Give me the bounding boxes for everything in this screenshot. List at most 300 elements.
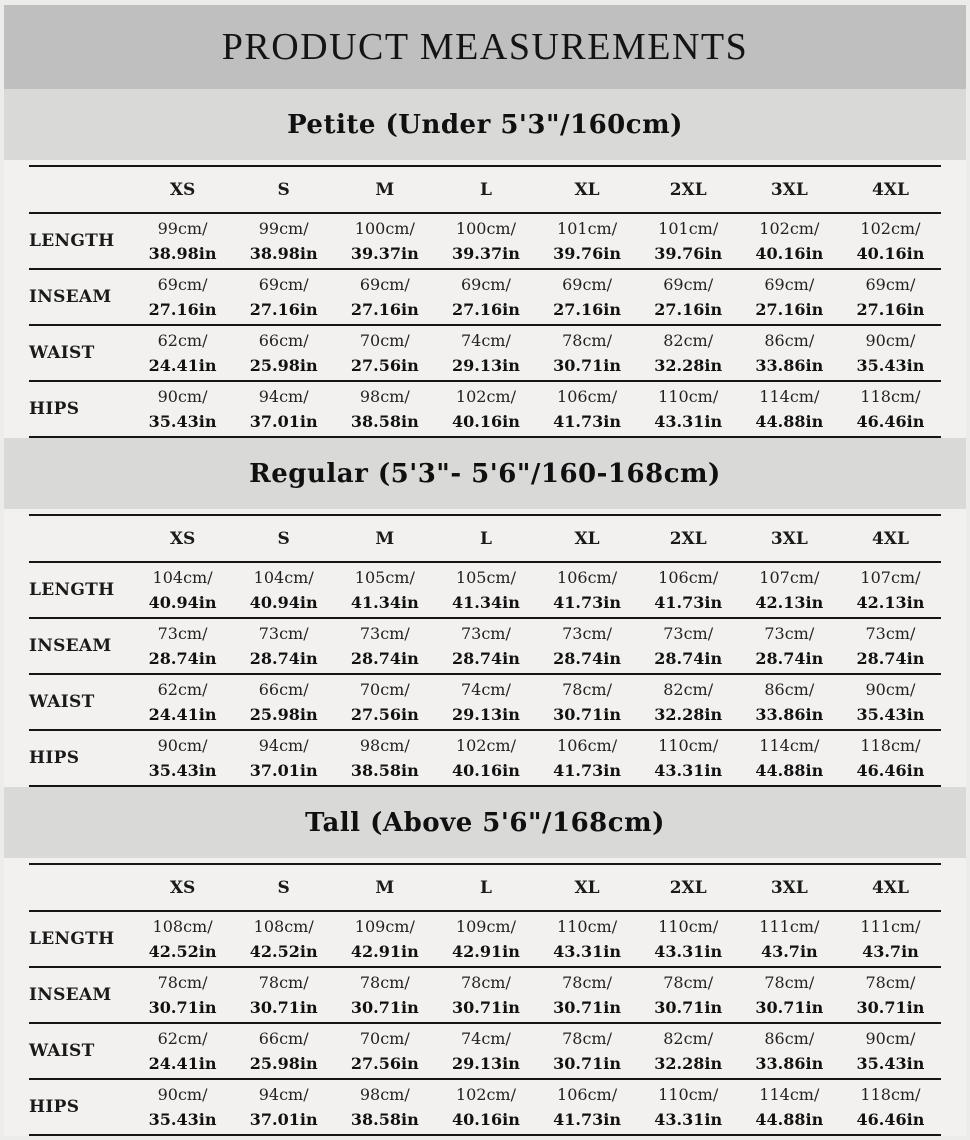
value-in: 27.16in [148,300,217,319]
value-in: 29.13in [452,705,520,724]
measurement-cell [334,213,435,269]
measurement-row [29,269,941,325]
measurement-row [29,381,941,437]
measurement-cell [638,213,739,269]
value-in: 40.16in [452,761,520,780]
value-cm: 102cm/ [455,387,516,406]
size-column-header: 2XL [638,864,739,911]
measurement-cell [435,325,536,381]
measurement-cell [132,269,233,325]
size-column-header: L [435,864,536,911]
measurement-cell [537,1079,638,1135]
table-area [4,509,966,787]
measurement-cell [334,1079,435,1135]
value-in: 30.71in [452,998,520,1017]
value-cm: 102cm/ [860,219,921,238]
value-cm: 90cm/ [865,1029,916,1048]
measurement-cell [739,1023,840,1079]
value-in: 38.58in [350,412,419,431]
measurement-row [29,618,941,674]
measurement-cell [334,674,435,730]
value-in: 32.28in [654,356,723,375]
measurement-cell [233,674,334,730]
value-cm: 101cm/ [557,219,618,238]
value-cm: 109cm/ [354,917,415,936]
measurement-cell [840,325,941,381]
measurement-cell [233,1079,334,1135]
value-cm: 110cm/ [658,1085,719,1104]
value-in: 30.71in [249,998,318,1017]
measurement-cell [334,911,435,967]
value-in: 30.71in [553,1054,621,1073]
value-in: 35.43in [148,1110,217,1129]
measurement-cell [537,213,638,269]
value-in: 27.16in [856,300,925,319]
value-cm: 69cm/ [663,275,714,294]
value-cm: 99cm/ [258,219,309,238]
value-in: 29.13in [452,1054,520,1073]
value-in: 28.74in [350,649,419,668]
size-column-header: S [233,166,334,213]
measurement-cell [840,381,941,437]
measurement-cell [638,911,739,967]
measurement-cell [840,967,941,1023]
value-in: 30.71in [755,998,824,1017]
value-in: 33.86in [755,356,824,375]
measurement-row [29,1079,941,1135]
value-cm: 102cm/ [455,736,516,755]
value-cm: 66cm/ [258,680,309,699]
measurement-cell [840,562,941,618]
value-cm: 86cm/ [764,680,815,699]
size-column-header: S [233,864,334,911]
size-column-header: XS [132,864,233,911]
value-in: 27.16in [249,300,318,319]
row-label: WAIST [29,1023,132,1079]
value-cm: 109cm/ [455,917,516,936]
measurement-cell [638,730,739,786]
measurement-cell [537,967,638,1023]
section-heading: Tall (Above 5'6"/168cm) [305,807,665,838]
value-cm: 78cm/ [359,973,410,992]
measurement-cell [132,674,233,730]
value-cm: 98cm/ [359,387,410,406]
measurement-cell [537,1023,638,1079]
value-in: 37.01in [249,761,318,780]
value-cm: 114cm/ [759,736,820,755]
value-cm: 78cm/ [460,973,511,992]
value-in: 24.41in [148,356,217,375]
size-column-header: XS [132,166,233,213]
value-in: 41.73in [553,412,621,431]
row-label: HIPS [29,381,132,437]
value-cm: 106cm/ [557,568,618,587]
value-in: 27.16in [654,300,723,319]
measurement-cell [739,911,840,967]
measurement-row [29,730,941,786]
value-cm: 100cm/ [455,219,516,238]
value-cm: 106cm/ [557,387,618,406]
value-in: 33.86in [755,1054,824,1073]
measurement-cell [132,1023,233,1079]
measurement-cell [435,381,536,437]
measurement-cell [132,325,233,381]
measurement-cell [638,967,739,1023]
measurement-cell [435,911,536,967]
measurement-row [29,325,941,381]
value-cm: 114cm/ [759,1085,820,1104]
value-in: 46.46in [856,1110,925,1129]
value-cm: 99cm/ [157,219,208,238]
value-in: 41.73in [553,593,621,612]
value-in: 32.28in [654,705,723,724]
measurement-cell [638,381,739,437]
value-in: 38.98in [249,244,318,263]
row-label: LENGTH [29,562,132,618]
value-in: 43.31in [654,1110,723,1129]
measurement-cell [840,1079,941,1135]
value-in: 41.34in [350,593,419,612]
value-cm: 98cm/ [359,1085,410,1104]
measurement-cell [233,325,334,381]
row-label: INSEAM [29,967,132,1023]
value-in: 38.98in [148,244,217,263]
measurement-cell [435,213,536,269]
value-cm: 74cm/ [460,680,511,699]
size-column-header: M [334,166,435,213]
value-in: 27.16in [350,300,419,319]
value-cm: 98cm/ [359,736,410,755]
size-column-header: 4XL [840,864,941,911]
measurement-cell [435,730,536,786]
table-area [4,858,966,1136]
value-cm: 78cm/ [562,973,612,992]
measurement-cell [739,618,840,674]
section-heading-band [4,787,966,858]
measurement-row [29,562,941,618]
measurement-cell [132,213,233,269]
value-in: 30.71in [553,356,621,375]
value-in: 28.74in [148,649,217,668]
value-cm: 101cm/ [658,219,719,238]
size-column-header: 4XL [840,515,941,562]
value-cm: 74cm/ [460,1029,511,1048]
measurement-cell [233,1023,334,1079]
value-in: 29.13in [452,356,520,375]
value-cm: 73cm/ [663,624,714,643]
value-cm: 69cm/ [157,275,208,294]
value-cm: 90cm/ [865,331,916,350]
measurement-cell [233,911,334,967]
measurement-cell [840,1023,941,1079]
measurement-cell [233,967,334,1023]
measurement-cell [840,618,941,674]
measurement-row [29,674,941,730]
row-label: HIPS [29,730,132,786]
measurement-cell [334,967,435,1023]
measurement-cell [132,562,233,618]
value-in: 44.88in [755,1110,824,1129]
measurement-cell [638,269,739,325]
size-column-header: L [435,166,536,213]
value-in: 25.98in [249,356,318,375]
measurement-cell [840,213,941,269]
measurement-row [29,213,941,269]
value-cm: 111cm/ [759,917,820,936]
page-title: PRODUCT MEASUREMENTS [221,26,749,68]
measurement-cell [435,967,536,1023]
value-cm: 69cm/ [764,275,815,294]
measurement-cell [233,269,334,325]
value-cm: 62cm/ [157,1029,208,1048]
value-in: 35.43in [148,761,217,780]
value-cm: 73cm/ [157,624,208,643]
row-label: WAIST [29,325,132,381]
section-heading: Regular (5'3"- 5'6"/160-168cm) [249,458,721,489]
measurement-cell [739,967,840,1023]
measurement-cell [739,674,840,730]
value-cm: 78cm/ [562,680,612,699]
measurement-cell [435,269,536,325]
value-cm: 78cm/ [258,973,309,992]
measurement-cell [840,674,941,730]
measurement-cell [537,325,638,381]
value-in: 40.16in [856,244,925,263]
size-column-header: 2XL [638,515,739,562]
measurement-cell [739,269,840,325]
value-in: 28.74in [249,649,318,668]
value-in: 27.56in [350,356,419,375]
size-section-1 [4,438,966,787]
size-column-header: XL [537,864,638,911]
size-header-row [29,166,941,213]
value-in: 42.91in [452,942,520,961]
corner-cell [29,166,132,213]
corner-cell [29,864,132,911]
value-cm: 69cm/ [258,275,309,294]
measurement-cell [132,381,233,437]
value-in: 42.13in [755,593,824,612]
measurement-cell [739,562,840,618]
value-cm: 73cm/ [562,624,612,643]
value-cm: 105cm/ [455,568,516,587]
measurement-cell [233,618,334,674]
value-cm: 102cm/ [759,219,820,238]
value-cm: 111cm/ [860,917,921,936]
section-heading-band [4,89,966,160]
value-in: 30.71in [148,998,217,1017]
measurement-cell [435,562,536,618]
value-cm: 110cm/ [658,917,719,936]
value-cm: 90cm/ [865,680,916,699]
measurement-cell [233,213,334,269]
value-cm: 94cm/ [258,387,309,406]
value-cm: 78cm/ [562,331,612,350]
value-cm: 78cm/ [865,973,916,992]
value-in: 43.7in [862,942,919,961]
measurement-cell [132,730,233,786]
value-in: 33.86in [755,705,824,724]
measurement-cell [739,1079,840,1135]
row-label: HIPS [29,1079,132,1135]
size-column-header: 3XL [739,864,840,911]
value-in: 39.37in [452,244,520,263]
value-cm: 108cm/ [152,917,213,936]
value-cm: 73cm/ [460,624,511,643]
measurement-cell [435,1079,536,1135]
value-in: 27.16in [553,300,621,319]
value-cm: 70cm/ [359,1029,410,1048]
measurement-cell [334,730,435,786]
value-cm: 73cm/ [764,624,815,643]
size-column-header: M [334,515,435,562]
size-column-header: XL [537,166,638,213]
value-in: 30.71in [350,998,419,1017]
value-in: 44.88in [755,761,824,780]
size-column-header: S [233,515,334,562]
measurement-cell [132,618,233,674]
value-in: 38.58in [350,1110,419,1129]
value-in: 43.31in [654,412,723,431]
row-label: LENGTH [29,911,132,967]
value-in: 46.46in [856,412,925,431]
value-in: 30.71in [553,998,621,1017]
value-cm: 110cm/ [658,387,719,406]
table-area [4,160,966,438]
measurement-cell [233,562,334,618]
value-cm: 66cm/ [258,331,309,350]
measurement-cell [638,325,739,381]
value-in: 35.43in [856,356,925,375]
size-column-header: M [334,864,435,911]
size-header-row [29,864,941,911]
value-in: 39.37in [350,244,419,263]
value-in: 25.98in [249,1054,318,1073]
measurement-cell [840,730,941,786]
value-in: 41.73in [553,1110,621,1129]
value-cm: 66cm/ [258,1029,309,1048]
value-in: 39.76in [654,244,723,263]
value-cm: 106cm/ [557,1085,618,1104]
value-in: 40.16in [452,412,520,431]
value-cm: 82cm/ [663,1029,714,1048]
measurement-cell [132,967,233,1023]
value-cm: 69cm/ [562,275,612,294]
value-cm: 62cm/ [157,331,208,350]
value-cm: 118cm/ [860,387,921,406]
measurement-cell [537,618,638,674]
size-column-header: 4XL [840,166,941,213]
value-in: 28.74in [452,649,520,668]
value-in: 27.16in [452,300,520,319]
size-column-header: L [435,515,536,562]
measurement-cell [638,1023,739,1079]
value-cm: 70cm/ [359,680,410,699]
value-cm: 118cm/ [860,1085,921,1104]
measurement-cell [435,674,536,730]
value-cm: 110cm/ [557,917,618,936]
row-label: INSEAM [29,618,132,674]
measurement-cell [233,381,334,437]
measurement-cell [739,325,840,381]
value-in: 42.13in [856,593,925,612]
measurement-cell [537,269,638,325]
value-cm: 104cm/ [253,568,314,587]
measurement-cell [739,381,840,437]
value-in: 43.31in [654,942,723,961]
value-in: 24.41in [148,705,217,724]
value-in: 35.43in [148,412,217,431]
measurement-cell [638,1079,739,1135]
value-in: 30.71in [856,998,925,1017]
measurement-cell [334,325,435,381]
measurement-cell [638,618,739,674]
value-in: 35.43in [856,705,925,724]
measurement-row [29,911,941,967]
measurements-table [29,165,941,438]
measurement-cell [840,269,941,325]
value-cm: 70cm/ [359,331,410,350]
section-heading-band [4,438,966,509]
measurement-cell [334,269,435,325]
size-column-header: 2XL [638,166,739,213]
value-cm: 107cm/ [759,568,820,587]
measurements-table [29,863,941,1136]
measurement-cell [334,562,435,618]
size-column-header: XS [132,515,233,562]
value-in: 38.58in [350,761,419,780]
value-cm: 78cm/ [157,973,208,992]
value-cm: 105cm/ [354,568,415,587]
value-in: 35.43in [856,1054,925,1073]
measurement-cell [537,911,638,967]
value-in: 28.74in [856,649,925,668]
value-in: 28.74in [553,649,621,668]
value-cm: 107cm/ [860,568,921,587]
value-cm: 86cm/ [764,1029,815,1048]
measurement-cell [435,618,536,674]
value-cm: 78cm/ [562,1029,612,1048]
value-in: 43.31in [654,761,723,780]
section-heading: Petite (Under 5'3"/160cm) [287,109,683,140]
value-cm: 94cm/ [258,736,309,755]
measurement-cell [739,213,840,269]
size-section-2 [4,787,966,1136]
value-in: 32.28in [654,1054,723,1073]
value-cm: 118cm/ [860,736,921,755]
value-in: 43.7in [760,942,818,961]
value-in: 28.74in [755,649,824,668]
value-cm: 106cm/ [557,736,618,755]
value-cm: 94cm/ [258,1085,309,1104]
value-cm: 73cm/ [865,624,916,643]
measurement-cell [739,730,840,786]
value-cm: 106cm/ [658,568,719,587]
sections-container [4,89,966,1136]
value-cm: 69cm/ [359,275,410,294]
value-cm: 90cm/ [157,736,208,755]
row-label: INSEAM [29,269,132,325]
measurement-cell [638,562,739,618]
value-in: 42.52in [148,942,217,961]
value-cm: 90cm/ [157,1085,208,1104]
value-in: 25.98in [249,705,318,724]
value-in: 40.94in [148,593,217,612]
measurement-row [29,1023,941,1079]
value-in: 37.01in [249,412,318,431]
value-cm: 110cm/ [658,736,719,755]
value-in: 30.71in [553,705,621,724]
